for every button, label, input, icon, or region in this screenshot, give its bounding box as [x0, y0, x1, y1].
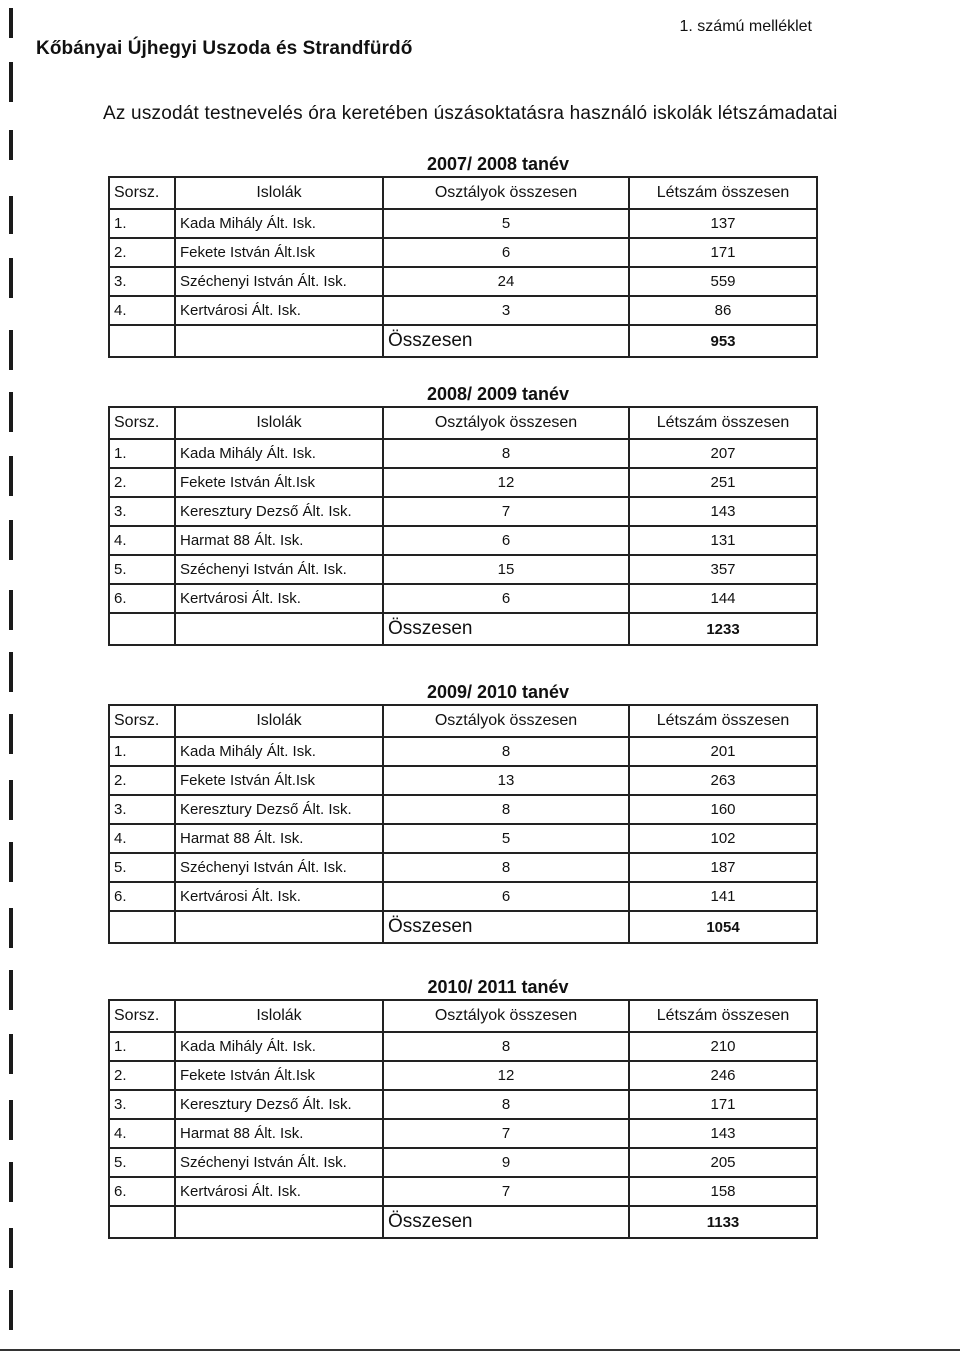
row-index: 1. — [109, 1032, 175, 1061]
row-classes: 15 — [383, 555, 629, 584]
total-label: Összesen — [383, 325, 629, 357]
row-classes: 8 — [383, 1032, 629, 1061]
table-header-row — [109, 705, 817, 737]
table-row — [109, 296, 817, 325]
row-index: 3. — [109, 1090, 175, 1119]
table-row — [109, 1177, 817, 1206]
row-classes: 12 — [383, 1061, 629, 1090]
header-headcount: Létszám összesen — [629, 1000, 817, 1032]
row-index: 2. — [109, 468, 175, 497]
row-index: 4. — [109, 824, 175, 853]
table-row — [109, 584, 817, 613]
total-row — [109, 325, 817, 357]
row-headcount: 141 — [629, 882, 817, 911]
row-school: Széchenyi István Ált. Isk. — [175, 267, 383, 296]
row-school: Kertvárosi Ált. Isk. — [175, 1177, 383, 1206]
table-row — [109, 526, 817, 555]
table-row — [109, 853, 817, 882]
row-classes: 6 — [383, 526, 629, 555]
row-classes: 13 — [383, 766, 629, 795]
table-row — [109, 882, 817, 911]
school-table — [108, 406, 818, 646]
header-school: Islolák — [175, 1000, 383, 1032]
row-index: 1. — [109, 209, 175, 238]
row-headcount: 210 — [629, 1032, 817, 1061]
header-school: Islolák — [175, 177, 383, 209]
table-row — [109, 267, 817, 296]
row-headcount: 143 — [629, 497, 817, 526]
row-classes: 9 — [383, 1148, 629, 1177]
row-school: Kertvárosi Ált. Isk. — [175, 882, 383, 911]
row-index: 4. — [109, 296, 175, 325]
table-row — [109, 439, 817, 468]
empty-cell — [109, 325, 175, 357]
table-row — [109, 1061, 817, 1090]
total-label: Összesen — [383, 1206, 629, 1238]
empty-cell — [175, 911, 383, 943]
header-classes: Osztályok összesen — [383, 407, 629, 439]
total-label: Összesen — [383, 613, 629, 645]
header-classes: Osztályok összesen — [383, 705, 629, 737]
total-value: 1054 — [629, 911, 817, 943]
row-headcount: 207 — [629, 439, 817, 468]
document-title: Az uszodát testnevelés óra keretében úszásoktatásra használó iskolák létszámadatai — [103, 103, 838, 124]
empty-cell — [175, 1206, 383, 1238]
empty-cell — [175, 325, 383, 357]
year-heading: 2007/ 2008 tanév — [426, 154, 570, 174]
header-index: Sorsz. — [109, 705, 175, 737]
row-classes: 8 — [383, 439, 629, 468]
table-row — [109, 238, 817, 267]
row-index: 6. — [109, 584, 175, 613]
table-row — [109, 795, 817, 824]
row-index: 2. — [109, 238, 175, 267]
row-school: Fekete István Ált.Isk — [175, 1061, 383, 1090]
year-table-block — [108, 975, 818, 1239]
total-row — [109, 613, 817, 645]
table-header-row — [109, 177, 817, 209]
header-headcount: Létszám összesen — [629, 177, 817, 209]
row-index: 1. — [109, 737, 175, 766]
row-headcount: 559 — [629, 267, 817, 296]
total-value: 1233 — [629, 613, 817, 645]
school-table — [108, 704, 818, 944]
empty-cell — [175, 613, 383, 645]
table-row — [109, 824, 817, 853]
table-row — [109, 555, 817, 584]
header-index: Sorsz. — [109, 177, 175, 209]
header-classes: Osztályok összesen — [383, 1000, 629, 1032]
row-school: Harmat 88 Ált. Isk. — [175, 526, 383, 555]
row-headcount: 205 — [629, 1148, 817, 1177]
row-headcount: 187 — [629, 853, 817, 882]
row-index: 5. — [109, 1148, 175, 1177]
table-row — [109, 1032, 817, 1061]
row-headcount: 171 — [629, 1090, 817, 1119]
table-row — [109, 468, 817, 497]
total-label: Összesen — [383, 911, 629, 943]
row-headcount: 158 — [629, 1177, 817, 1206]
row-index: 3. — [109, 497, 175, 526]
row-school: Fekete István Ált.Isk — [175, 238, 383, 267]
row-headcount: 143 — [629, 1119, 817, 1148]
empty-cell — [109, 613, 175, 645]
page-bottom-rule — [0, 1349, 960, 1351]
header-headcount: Létszám összesen — [629, 705, 817, 737]
school-table — [108, 999, 818, 1239]
row-headcount: 201 — [629, 737, 817, 766]
row-index: 4. — [109, 526, 175, 555]
row-classes: 6 — [383, 584, 629, 613]
row-school: Kada Mihály Ált. Isk. — [175, 1032, 383, 1061]
table-header-row — [109, 407, 817, 439]
row-headcount: 86 — [629, 296, 817, 325]
row-classes: 5 — [383, 209, 629, 238]
organization-name: Kőbányai Újhegyi Uszoda és Strandfürdő — [36, 38, 413, 59]
row-classes: 5 — [383, 824, 629, 853]
school-table — [108, 176, 818, 358]
header-school: Islolák — [175, 407, 383, 439]
row-school: Keresztury Dezső Ált. Isk. — [175, 497, 383, 526]
row-index: 2. — [109, 1061, 175, 1090]
row-headcount: 144 — [629, 584, 817, 613]
row-headcount: 160 — [629, 795, 817, 824]
row-headcount: 251 — [629, 468, 817, 497]
table-row — [109, 766, 817, 795]
table-row — [109, 1119, 817, 1148]
row-headcount: 131 — [629, 526, 817, 555]
row-school: Kada Mihály Ált. Isk. — [175, 737, 383, 766]
header-classes: Osztályok összesen — [383, 177, 629, 209]
row-index: 2. — [109, 766, 175, 795]
row-headcount: 137 — [629, 209, 817, 238]
table-header-row — [109, 1000, 817, 1032]
row-headcount: 246 — [629, 1061, 817, 1090]
row-index: 3. — [109, 795, 175, 824]
row-headcount: 171 — [629, 238, 817, 267]
row-index: 1. — [109, 439, 175, 468]
total-row — [109, 1206, 817, 1238]
row-classes: 6 — [383, 882, 629, 911]
row-school: Harmat 88 Ált. Isk. — [175, 824, 383, 853]
row-index: 5. — [109, 555, 175, 584]
row-classes: 12 — [383, 468, 629, 497]
row-index: 6. — [109, 882, 175, 911]
row-school: Harmat 88 Ált. Isk. — [175, 1119, 383, 1148]
row-index: 5. — [109, 853, 175, 882]
row-school: Kada Mihály Ált. Isk. — [175, 439, 383, 468]
annex-label: 1. számú melléklet — [679, 18, 812, 35]
table-row — [109, 1090, 817, 1119]
row-index: 4. — [109, 1119, 175, 1148]
total-value: 953 — [629, 325, 817, 357]
header-index: Sorsz. — [109, 1000, 175, 1032]
row-classes: 3 — [383, 296, 629, 325]
total-row — [109, 911, 817, 943]
year-heading: 2009/ 2010 tanév — [426, 682, 570, 702]
year-table-block — [108, 382, 818, 646]
row-classes: 7 — [383, 1177, 629, 1206]
table-row — [109, 737, 817, 766]
row-headcount: 263 — [629, 766, 817, 795]
year-table-block — [108, 680, 818, 944]
row-classes: 6 — [383, 238, 629, 267]
row-school: Fekete István Ált.Isk — [175, 468, 383, 497]
empty-cell — [109, 911, 175, 943]
row-index: 6. — [109, 1177, 175, 1206]
year-heading: 2010/ 2011 tanév — [427, 977, 569, 997]
row-classes: 8 — [383, 853, 629, 882]
row-school: Kada Mihály Ált. Isk. — [175, 209, 383, 238]
header-school: Islolák — [175, 705, 383, 737]
table-row — [109, 497, 817, 526]
row-classes: 24 — [383, 267, 629, 296]
row-school: Keresztury Dezső Ált. Isk. — [175, 795, 383, 824]
row-classes: 7 — [383, 497, 629, 526]
row-school: Keresztury Dezső Ált. Isk. — [175, 1090, 383, 1119]
empty-cell — [109, 1206, 175, 1238]
header-index: Sorsz. — [109, 407, 175, 439]
year-table-block — [108, 152, 818, 358]
scan-edge-marks — [0, 0, 20, 1357]
row-classes: 7 — [383, 1119, 629, 1148]
header-headcount: Létszám összesen — [629, 407, 817, 439]
year-heading: 2008/ 2009 tanév — [426, 384, 570, 404]
row-school: Kertvárosi Ált. Isk. — [175, 296, 383, 325]
row-headcount: 357 — [629, 555, 817, 584]
row-school: Széchenyi István Ált. Isk. — [175, 853, 383, 882]
row-index: 3. — [109, 267, 175, 296]
table-row — [109, 1148, 817, 1177]
row-school: Fekete István Ált.Isk — [175, 766, 383, 795]
row-school: Kertvárosi Ált. Isk. — [175, 584, 383, 613]
row-classes: 8 — [383, 1090, 629, 1119]
row-school: Széchenyi István Ált. Isk. — [175, 1148, 383, 1177]
table-row — [109, 209, 817, 238]
row-classes: 8 — [383, 737, 629, 766]
row-headcount: 102 — [629, 824, 817, 853]
row-school: Széchenyi István Ált. Isk. — [175, 555, 383, 584]
total-value: 1133 — [629, 1206, 817, 1238]
row-classes: 8 — [383, 795, 629, 824]
